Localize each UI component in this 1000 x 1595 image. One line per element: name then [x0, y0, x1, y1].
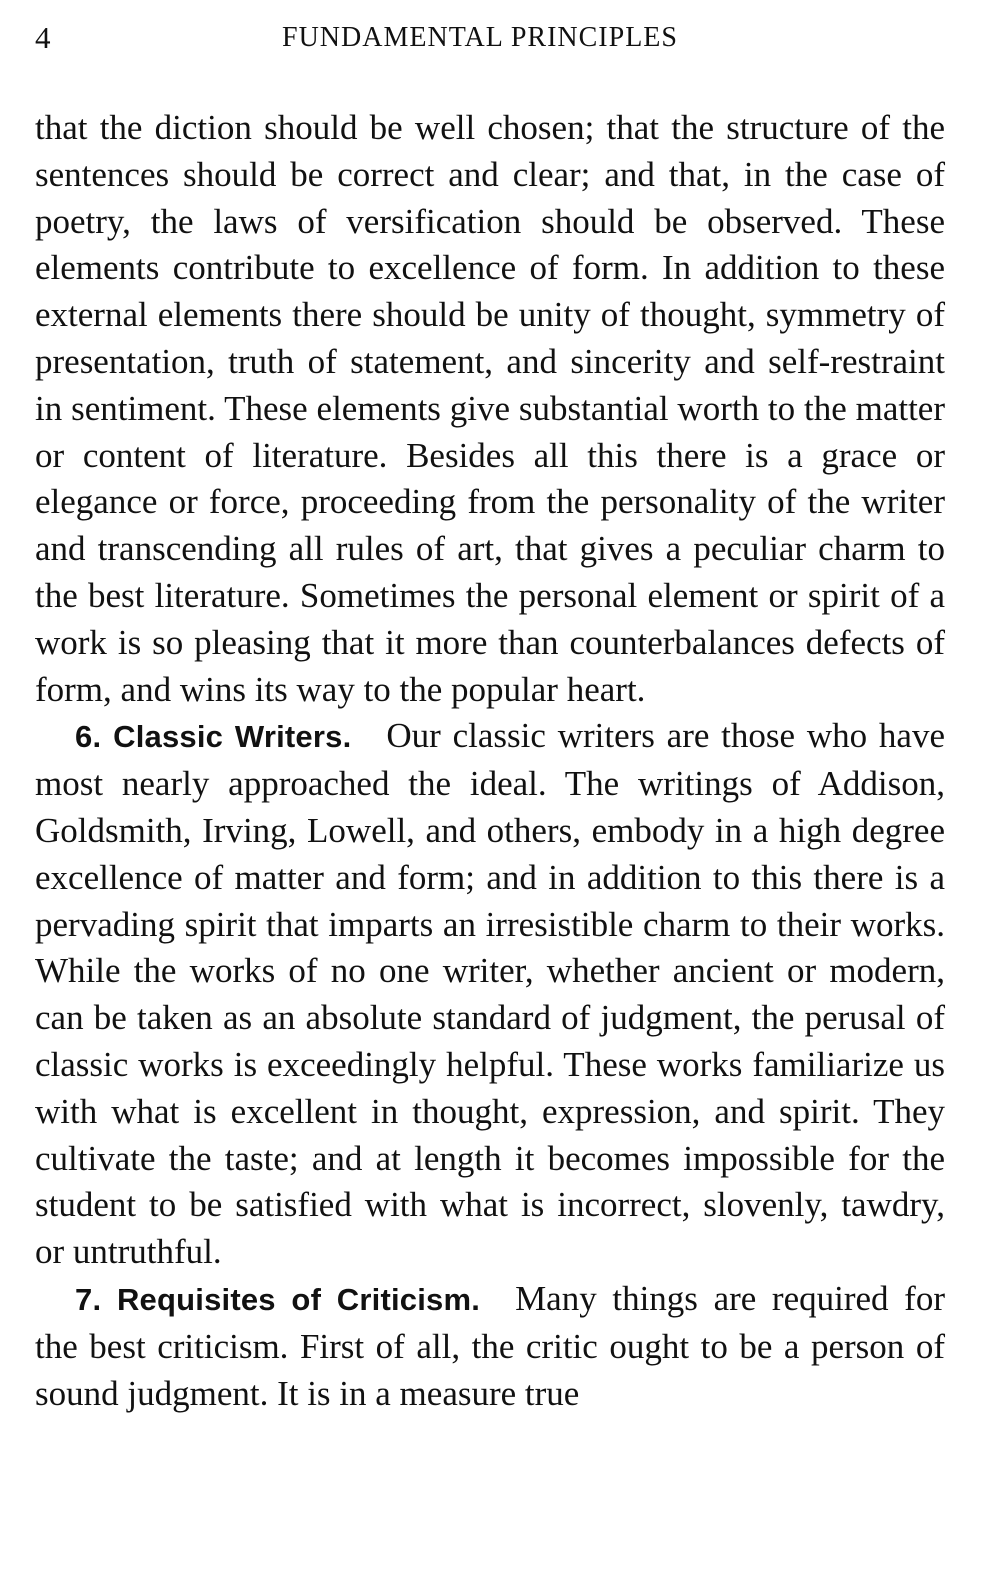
paragraph-text: that the diction should be well chosen; that the structure of the sentences should be correct and clear; and that, in the case of poetry, the laws of versification should be observed. These elements contribute to excellence of form. In addition to these external elements there should be unity of thought, symmetry of presentation, truth of statement, and sincerity and self-restraint in sentiment. These elements give substantial worth to the matter or content of literature. Besides all this there is a grace or elegance or force, proceeding from the personality of the writer and transcending all rules of art, that gives a peculiar charm to the best literature. Sometimes the personal element or spirit of a work is so pleasing that it more than counterbalances defects of form, and wins its way to the popular heart.: [35, 108, 945, 709]
section-heading: 7. Requisites of Criticism.: [75, 1281, 481, 1317]
book-page: [35, 14, 945, 1417]
section-heading: 6. Classic Writers.: [75, 719, 352, 755]
page-number: 4: [35, 20, 52, 55]
body-text: [35, 105, 945, 1417]
running-title: FUNDAMENTAL PRINCIPLES: [282, 22, 678, 53]
paragraph-classic-writers: [35, 713, 945, 1276]
paragraph-requisites-of-criticism: [35, 1276, 945, 1417]
paragraph-text: Our classic writers are those who have most nearly approached the ideal. The writings of Addison, Goldsmith, Irving, Lowell, and others, embody in a high degree excellence of matter and form; and in addition to this there is a pervading spirit that imparts an irresistible charm to their works. While the works of no one writer, whether ancient or modern, can be taken as an absolute standard of judgment, the perusal of classic works is exceedingly helpful. These works familiarize us with what is excellent in thought, expression, and spirit. They cultivate the taste; and at length it becomes impossible for the student to be satisfied with what is incorrect, slovenly, tawdry, or untruthful.: [35, 716, 945, 1272]
paragraph-text: Many things are required for the best criticism. First of all, the critic ought to be a person of sound judgment. It is in a measure true: [35, 1278, 945, 1413]
paragraph-continuation: [35, 105, 945, 713]
running-head: [35, 14, 945, 64]
